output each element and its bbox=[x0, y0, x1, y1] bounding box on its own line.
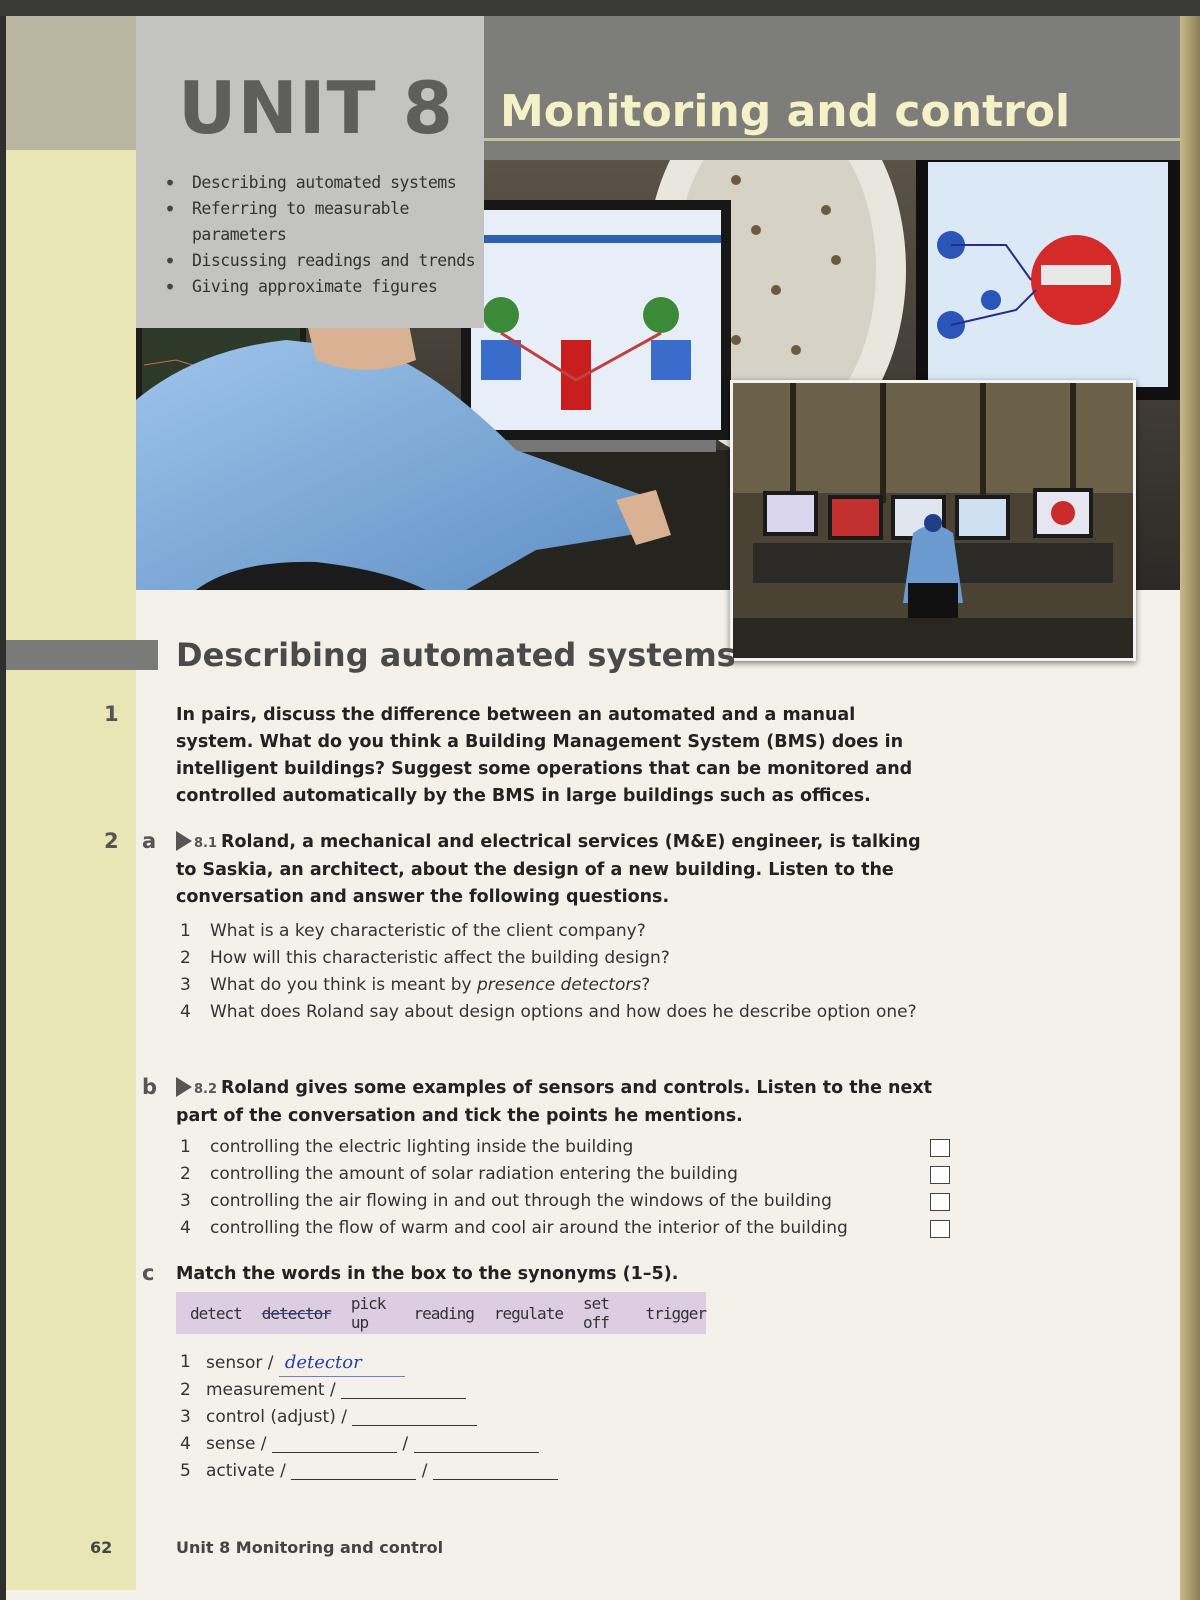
margin-column bbox=[6, 150, 136, 1590]
page-number: 62 bbox=[90, 1538, 113, 1557]
audio-play-icon[interactable] bbox=[176, 1077, 192, 1097]
word-box-item: reading bbox=[413, 1303, 474, 1323]
exercise-1-instruction: In pairs, discuss the difference between an automated and a manual system. What do you think a Building Management System (BMS) does in intelligent buildings? Suggest some operations that can be monitored and controlled automatically by the BMS in large buildings such as offices. bbox=[176, 705, 913, 806]
objective-item: • Describing automated systems bbox=[160, 170, 480, 196]
unit-objectives bbox=[160, 170, 480, 300]
list-item: 4 sense / / bbox=[176, 1431, 776, 1458]
objective-item: • Giving approximate figures bbox=[160, 274, 480, 300]
exercise-2c-instruction: Match the words in the box to the synonyms (1–5). bbox=[176, 1264, 679, 1284]
exercise-letter: b bbox=[142, 1075, 158, 1099]
exercise-number: 2 bbox=[104, 829, 119, 853]
objective-item: • Discussing readings and trends bbox=[160, 248, 480, 274]
word-box-item: trigger bbox=[645, 1303, 706, 1323]
audio-track-number: 8.1 bbox=[194, 836, 218, 851]
list-item: 1 controlling the electric lighting inside the building bbox=[176, 1134, 950, 1161]
answer-blank[interactable] bbox=[433, 1461, 558, 1480]
answer-blank[interactable] bbox=[352, 1407, 477, 1426]
exercise-2b-text: Roland gives some examples of sensors and controls. Listen to the next part of the conversation and tick the points he mentions. bbox=[176, 1078, 933, 1126]
title-underline bbox=[484, 138, 1180, 141]
exercise-letter: a bbox=[142, 829, 157, 853]
exercise-2a-instruction bbox=[176, 829, 936, 911]
synonym-list bbox=[176, 1349, 776, 1485]
list-item: 2 measurement / bbox=[176, 1377, 776, 1404]
word-box-item: regulate bbox=[493, 1303, 563, 1323]
tick-checkbox[interactable] bbox=[930, 1193, 950, 1211]
handwritten-answer[interactable]: detector bbox=[279, 1349, 405, 1377]
section-bar bbox=[6, 640, 158, 670]
exercise-letter: c bbox=[142, 1261, 155, 1285]
word-box-item: detect bbox=[190, 1303, 242, 1323]
answer-blank[interactable] bbox=[341, 1380, 466, 1399]
list-item: 4 What does Roland say about design options and how does he describe option one? bbox=[180, 1002, 917, 1022]
tick-checkbox[interactable] bbox=[930, 1220, 950, 1238]
audio-track-number: 8.2 bbox=[194, 1082, 218, 1097]
list-item: 3 control (adjust) / bbox=[176, 1404, 776, 1431]
word-box-item: set off bbox=[582, 1294, 609, 1332]
list-item: 4 controlling the flow of warm and cool air around the interior of the building bbox=[176, 1215, 950, 1242]
top-border bbox=[0, 0, 1200, 16]
exercise-2b-items bbox=[176, 1134, 950, 1242]
tick-checkbox[interactable] bbox=[930, 1139, 950, 1157]
list-item: 5 activate / / bbox=[176, 1458, 776, 1485]
list-item: 3 controlling the air flowing in and out through the windows of the building bbox=[176, 1188, 950, 1215]
answer-blank[interactable] bbox=[291, 1461, 416, 1480]
objective-item: • Referring to measurable parameters bbox=[160, 196, 480, 248]
unit-label: UNIT 8 bbox=[178, 66, 454, 150]
exercise-2a-text: Roland, a mechanical and electrical services (M&E) engineer, is talking to Saskia, an architect, about the design of a new building. Listen to the conversation and answer the following questions. bbox=[176, 832, 921, 907]
word-box bbox=[176, 1292, 706, 1334]
answer-blank[interactable] bbox=[414, 1434, 539, 1453]
exercise-number: 1 bbox=[104, 702, 119, 726]
list-item: 1 What is a key characteristic of the client company? bbox=[180, 921, 646, 941]
exercise-2a-questions bbox=[176, 918, 946, 1026]
control-room-inset-photo bbox=[730, 380, 1136, 661]
list-item: 1 sensor / detector bbox=[176, 1349, 776, 1377]
audio-play-icon[interactable] bbox=[176, 831, 192, 851]
running-footer: Unit 8 Monitoring and control bbox=[176, 1538, 444, 1557]
list-item: 3 What do you think is meant by presence detectors? bbox=[180, 975, 651, 995]
word-box-item: pick up bbox=[350, 1294, 386, 1332]
exercise-2b-instruction bbox=[176, 1075, 936, 1130]
list-item: 2 controlling the amount of solar radiation entering the building bbox=[176, 1161, 950, 1188]
tick-checkbox[interactable] bbox=[930, 1166, 950, 1184]
section-title: Describing automated systems bbox=[176, 636, 736, 674]
word-box-item: detector bbox=[261, 1303, 331, 1323]
answer-blank[interactable] bbox=[272, 1434, 397, 1453]
page-spine bbox=[1180, 16, 1200, 1600]
margin-stripe bbox=[6, 16, 136, 156]
list-item: 2 How will this characteristic affect the building design? bbox=[180, 948, 670, 968]
chapter-title: Monitoring and control bbox=[500, 86, 1071, 137]
